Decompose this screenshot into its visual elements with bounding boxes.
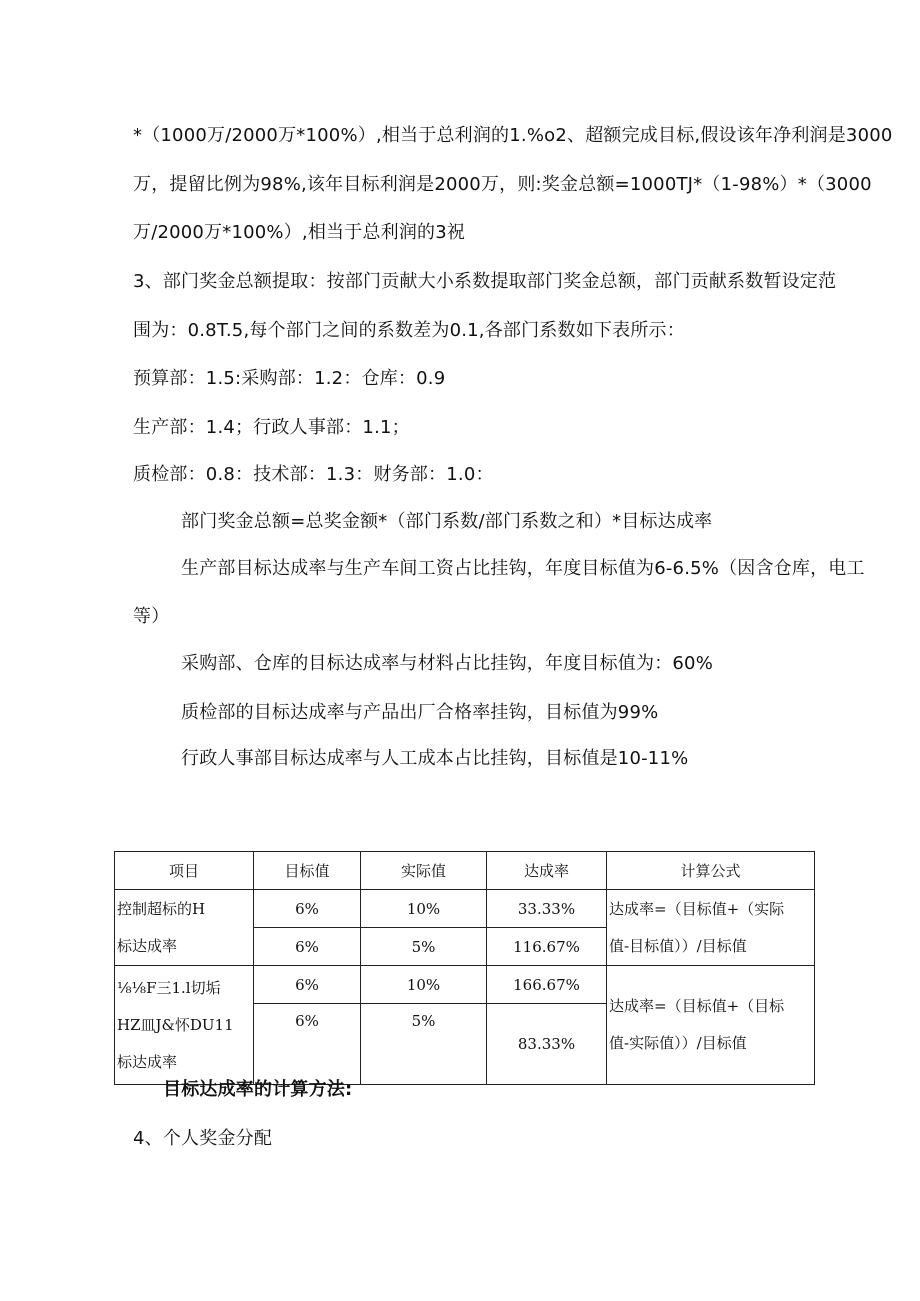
- table-row: [115, 890, 815, 928]
- table-header-row: [115, 852, 815, 890]
- target-cell: 6%: [254, 1004, 361, 1085]
- dept-bonus-formula: 部门奖金总额=总奖金额*（部门系数/部门系数之和）*目标达成率: [181, 511, 713, 532]
- target-cell: 6%: [254, 890, 361, 928]
- table-caption: 目标达成率的计算方法:: [163, 1079, 353, 1100]
- target-cell: 6%: [254, 928, 361, 966]
- header-rate: 达成率: [487, 852, 607, 890]
- paragraph-line: *（1000万/2000万*100%）,相当于总利润的1.%o2、超额完成目标,假设该年净利润是3000: [133, 125, 893, 146]
- dept-coefficients-line: 质检部：0.8：技术部：1.3：财务部：1.0：: [133, 464, 494, 485]
- paragraph-line: 万/2000万*100%）,相当于总利润的3祝: [133, 222, 466, 243]
- dept-coefficients-line: 生产部：1.4；行政人事部：1.1；: [133, 417, 410, 438]
- rate-cell: 83.33%: [487, 1004, 607, 1085]
- actual-cell: 10%: [361, 966, 487, 1004]
- actual-cell: 10%: [361, 890, 487, 928]
- formula-cell: 达成率=（目标值+（目标 值-实际值））/目标值: [607, 966, 815, 1085]
- rate-cell: 116.67%: [487, 928, 607, 966]
- item-cell: ⅛⅛F三1.l切垢 HZ皿J&怀DU11 标达成率: [115, 966, 254, 1085]
- dept-coefficients-line: 预算部：1.5:采购部：1.2：仓库：0.9: [133, 368, 446, 389]
- paragraph-line: 围为：0.8T.5,每个部门之间的系数差为0.1,各部门系数如下表所示：: [133, 320, 685, 341]
- paragraph-line: 行政人事部目标达成率与人工成本占比挂钩，目标值是10-11%: [181, 748, 689, 769]
- header-target: 目标值: [254, 852, 361, 890]
- rate-cell: 33.33%: [487, 890, 607, 928]
- paragraph-line: 万，提留比例为98%,该年目标利润是2000万，则:奖金总额=1000TJ*（1-98%）*（3000: [133, 174, 872, 195]
- paragraph-line: 采购部、仓库的目标达成率与材料占比挂钩，年度目标值为：60%: [181, 653, 714, 674]
- formula-cell: 达成率=（目标值+（实际 值-目标值））/目标值: [607, 890, 815, 966]
- section-4-heading: 4、个人奖金分配: [133, 1128, 273, 1149]
- paragraph-line: 等）: [133, 606, 170, 627]
- target-cell: 6%: [254, 966, 361, 1004]
- paragraph-line: 生产部目标达成率与生产车间工资占比挂钩，年度目标值为6-6.5%（因含仓库，电工: [181, 558, 865, 579]
- paragraph-line: 质检部的目标达成率与产品出厂合格率挂钩，目标值为99%: [181, 702, 659, 723]
- target-achievement-table: [114, 851, 815, 1085]
- actual-cell: 5%: [361, 1004, 487, 1085]
- item-cell: 控制超标的H 标达成率: [115, 890, 254, 966]
- header-item: 项目: [115, 852, 254, 890]
- rate-cell: 166.67%: [487, 966, 607, 1004]
- section-3-heading: 3、部门奖金总额提取：按部门贡献大小系数提取部门奖金总额，部门贡献系数暂设定范: [133, 271, 837, 292]
- actual-cell: 5%: [361, 928, 487, 966]
- table-row: [115, 966, 815, 1004]
- header-formula: 计算公式: [607, 852, 815, 890]
- header-actual: 实际值: [361, 852, 487, 890]
